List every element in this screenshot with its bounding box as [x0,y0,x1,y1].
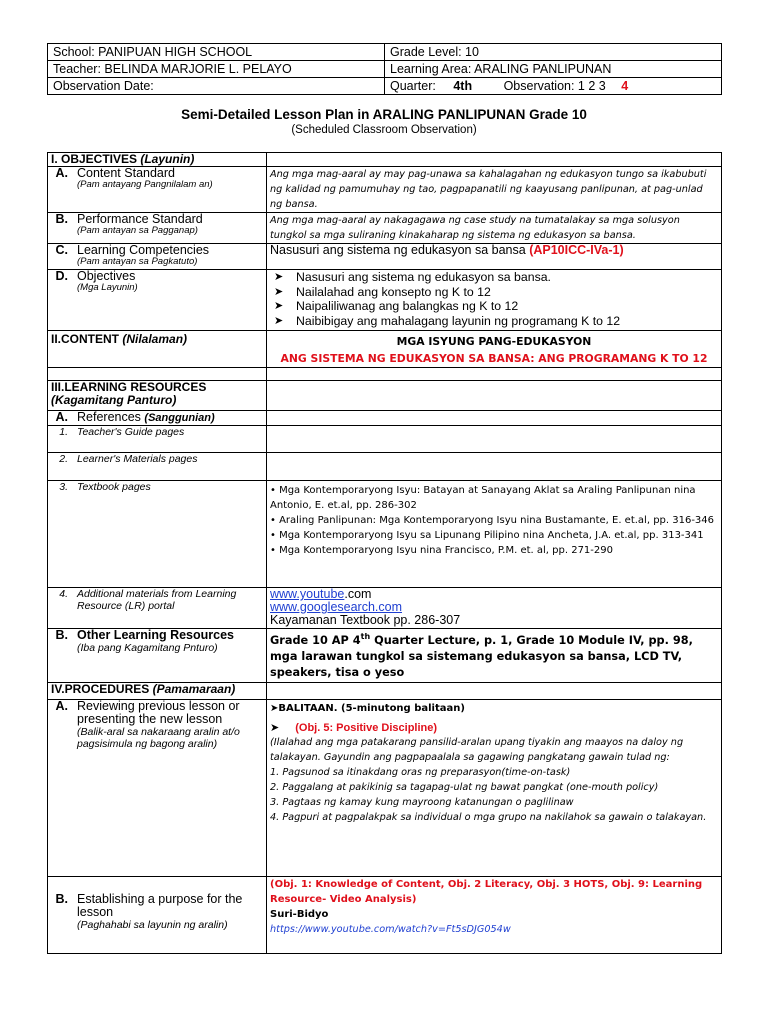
purpose-objectives: (Obj. 1: Knowledge of Content, Obj. 2 Literacy, Obj. 3 HOTS, Obj. 9: Learning Resource- Video Analysis) [270,879,703,905]
list-item: 4. Pagpuri at pagpalakpak sa individual o mga grupo na nakilahok sa gawain o talakayan. [270,812,707,823]
content-line-1: MGA ISYUNG PANG-EDUKASYON [396,335,592,348]
learners-materials-label: 2. Learner's Materials pages [48,453,267,481]
grade-level-cell: Grade Level: 10 [385,44,722,61]
quarter-cell [385,78,722,95]
list-item: • Araling Panlipunan: Mga Kontemporaryong Isyu nina Bustamante, E. et.al, pp. 316-346 [270,515,715,526]
performance-standard-text: Ang mga mag-aaral ay nakagagawa ng case study na tumatalakay sa mga solusyon tungkol sa mga suliraning kinakaharap ng sistema ng edukasyon sa bansa. [267,213,722,244]
objectives-list [270,270,718,328]
list-item: ➤ Nailalahad ang konsepto ng K to 12 [270,285,718,300]
school-cell: School: PANIPUAN HIGH SCHOOL [48,44,385,61]
additional-materials-cell: www.youtube.com www.googlesearch.com Kayamanan Textbook pp. 286-307 [267,588,722,629]
list-item: • Mga Kontemporaryong Isyu sa Lipunang Pilipino nina Ancheta, J.A. et.al, pp. 313-341 [270,530,704,541]
page-subtitle: (Scheduled Classroom Observation) [291,124,477,136]
suri-bidyo: Suri-Bidyo [270,909,329,920]
competency-code: (AP10ICC-IVa-1) [529,243,624,257]
other-resources-text: Grade 10 AP 4th Quarter Lecture, p. 1, Grade 10 Module IV, pp. 98, mga larawan tungkol sa sistemang edukasyon sa bansa, LCD TV, speakers, tisa o yeso [267,629,722,683]
positive-discipline-obj: (Obj. 5: Positive Discipline) [295,722,438,734]
reviewing-lesson-cell: ➤BALITAAN. (5-minutong balitaan) ➤ (Obj. 5: Positive Discipline) (Ilalahad ang mga patakarang pansilid-aralan upang tiyakin ang maayos na daloy ng talakayan. Gayundin ang pagpapaalala sa gagawing pangkatang gawain tulad ng: 1. Pagsunod sa itinakdang oras ng preparasyon(time-on-task) 2. Paggalang at pakikinig sa tagapag-ulat ng bawat pangkat (one-mouth policy) 3. Pagtaas ng kamay kung mayroong katanungan o paglilinaw 4. Pagpuri at pagpalakpak sa individual o mga grupo na nakilahok sa gawain o talakayan. [267,700,722,877]
video-link[interactable]: https://www.youtube.com/watch?v=Ft5sDJG054w [270,924,511,935]
arrow-icon: ➤ [270,703,279,714]
resources-heading-empty [267,381,722,411]
googlesearch-link[interactable]: www.googlesearch.com [270,600,403,614]
quarter-value: 4th [453,79,473,93]
objectives-list-cell [267,270,722,331]
objectives-label: D. Objectives (Mga Layunin) [48,270,267,331]
procedures-heading-empty [267,683,722,700]
list-item: • Mga Kontemporaryong Isyu: Batayan at Sanayang Aklat sa Araling Panlipunan nina Antonio, E. et.al, pp. 286-302 [270,485,696,511]
spacer-cell [267,368,722,381]
objectives-heading: I. OBJECTIVES (Layunin) [48,153,267,167]
content-standard-label: A. Content Standard (Pam antayang Pangnilalam an) [48,167,267,213]
textbook-pages-label: 3. Textbook pages [48,481,267,588]
learning-competencies-label: C. Learning Competencies (Pam antayan sa Pagkatuto) [48,244,267,270]
kayamanan-textbook: Kayamanan Textbook pp. 286-307 [270,613,461,627]
quarter-label: Quarter: [390,79,436,93]
teachers-guide-empty [267,426,722,453]
arrow-icon: ➤ [270,722,280,734]
spacer-cell [48,368,267,381]
reviewing-lesson-label: A. Reviewing previous lesson or presenting the new lesson (Balik-aral sa nakaraang aralin at/o pagsisimula ng bagong aralin) [48,700,267,877]
observation-date-cell: Observation Date: [48,78,385,95]
youtube-link[interactable]: www.youtube [270,587,345,601]
other-resources-label: B. Other Learning Resources (Iba pang Kagamitang Pnturo) [48,629,267,683]
establishing-purpose-label: B. Establishing a purpose for the lesson (Paghahabi sa layunin ng aralin) [48,877,267,954]
list-item: 1. Pagsunod sa itinakdang oras ng preparasyon(time-on-task) [270,767,571,778]
learners-materials-empty [267,453,722,481]
additional-materials-label: 4. Additional materials from Learning Resource (LR) portal [48,588,267,629]
procedures-heading: IV.PROCEDURES (Pamamaraan) [48,683,267,700]
content-line-2: ANG SISTEMA NG EDUKASYON SA BANSA: ANG PROGRAMANG K TO 12 [280,352,708,365]
resources-heading: III.LEARNING RESOURCES (Kagamitang Panturo) [48,381,267,411]
list-item: 2. Paggalang at pakikinig sa tagapag-ulat ng bawat pangkat (one-mouth policy) [270,782,659,793]
teacher-cell: Teacher: BELINDA MARJORIE L. PELAYO [48,61,385,78]
list-item: ➤ Nasusuri ang sistema ng edukasyon sa bansa. [270,270,718,285]
list-item: ➤ Naipaliliwanag ang balangkas ng K to 12 [270,299,718,314]
rules-intro: (Ilalahad ang mga patakarang pansilid-aralan upang tiyakin ang maayos na daloy ng talakayan. Gayundin ang pagpapaalala sa gagawing pangkatang gawain tulad ng: [270,737,684,763]
content-standard-text: Ang mga mag-aaral ay may pag-unawa sa kahalagahan ng edukasyon tungo sa ikabubuti ng kalidad ng pamumuhay ng tao, pagpapanatili ng kaayusang panlipunan, at pag-unlad ng bansa. [267,167,722,213]
textbook-list [267,481,722,588]
learning-area-cell: Learning Area: ARALING PANLIPUNAN [385,61,722,78]
establishing-purpose-cell [267,877,722,954]
objectives-heading-empty [267,153,722,167]
lesson-plan-table [47,152,722,954]
performance-standard-label: B. Performance Standard (Pam antayan sa Pagganap) [48,213,267,244]
learning-competencies-text: Nasusuri ang sistema ng edukasyon sa bansa (AP10ICC-IVa-1) [267,244,722,270]
page-title: Semi-Detailed Lesson Plan in ARALING PANLIPUNAN Grade 10 [181,107,587,122]
content-heading: II.CONTENT (Nilalaman) [48,331,267,368]
list-item: ➤ Naibibigay ang mahalagang layunin ng programang K to 12 [270,314,718,329]
list-item: 3. Pagtaas ng kamay kung mayroong katanungan o paglilinaw [270,797,574,808]
references-empty [267,411,722,426]
observation-label: Observation: 1 2 3 [503,79,606,93]
references-label: A. References (Sanggunian) [48,411,267,426]
list-item: • Mga Kontemporaryong Isyu nina Francisco, P.M. et. al, pp. 271-290 [270,545,613,556]
header-table [47,43,722,95]
content-text [267,331,722,368]
teachers-guide-label: 1. Teacher's Guide pages [48,426,267,453]
observation-selected: 4 [621,79,629,93]
